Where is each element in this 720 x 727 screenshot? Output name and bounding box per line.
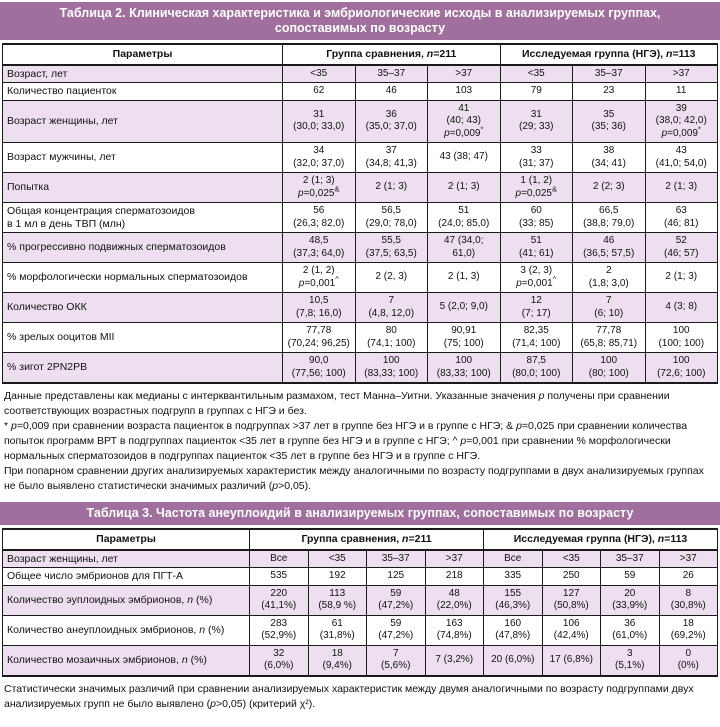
table-row <box>3 173 718 203</box>
data-cell: 2 (1; 3) <box>428 173 501 203</box>
data-cell: 46 <box>355 83 428 101</box>
data-cell: Все <box>250 550 309 568</box>
data-cell: 56,5 (29,0; 78,0) <box>355 203 428 233</box>
data-cell: Все <box>484 550 543 568</box>
data-cell: 48 (22,0%) <box>425 585 484 615</box>
table-row <box>3 615 718 645</box>
data-cell: 63 (46; 81) <box>645 203 718 233</box>
data-cell: 26 <box>659 568 718 586</box>
data-cell: 37 (34,8; 41,3) <box>355 143 428 173</box>
data-cell: 7 (6; 10) <box>573 293 646 323</box>
row-label: Количество ОКК <box>3 293 283 323</box>
table-row <box>3 65 718 83</box>
data-cell: 335 <box>484 568 543 586</box>
table-row <box>3 263 718 293</box>
data-cell: 55,5 (37,5; 63,5) <box>355 233 428 263</box>
data-cell: 100 (83,33; 100) <box>355 353 428 384</box>
data-cell: 163 (74,8%) <box>425 615 484 645</box>
table2-header-params: Параметры <box>3 44 283 65</box>
table2-title-bar: Таблица 2. Клиническая характеристика и эмбриологические исходы в анализируемых группах, сопоставимых по возрасту <box>0 2 720 40</box>
data-cell: 103 <box>428 83 501 101</box>
data-cell: >37 <box>659 550 718 568</box>
table2-header-comparison-group: Группа сравнения, n=211 <box>283 44 501 65</box>
data-cell: 100 (72,6; 100) <box>645 353 718 384</box>
data-cell: 18 (69,2%) <box>659 615 718 645</box>
data-cell: 7 (3,2%) <box>425 645 484 676</box>
table3-footnotes <box>0 677 720 718</box>
table3-note-statistics: Статистически значимых различий при сравнении анализируемых характеристик между двумя аналогичными по возрасту подгруппами двух анализируемых групп не было выявлено (p>0,05) (критерий χ²). <box>4 682 694 710</box>
data-cell: 80 (74,1; 100) <box>355 323 428 353</box>
row-label: Возраст, лет <box>3 65 283 83</box>
table2-header-study-group: Исследуемая группа (НГЭ), n=113 <box>500 44 718 65</box>
data-cell: 56 (26,3; 82,0) <box>283 203 356 233</box>
data-cell: 82,35 (71,4; 100) <box>500 323 573 353</box>
table3-header-comparison-group: Группа сравнения, n=211 <box>250 529 484 550</box>
table-row <box>3 233 718 263</box>
row-label: % зрелых ооцитов MII <box>3 323 283 353</box>
data-cell: 43 (38; 47) <box>428 143 501 173</box>
data-cell: 46 (36,5; 57,5) <box>573 233 646 263</box>
data-cell: 125 <box>367 568 426 586</box>
data-cell: 52 (46; 57) <box>645 233 718 263</box>
data-cell: 35–37 <box>367 550 426 568</box>
data-cell: 90,0 (77,56; 100) <box>283 353 356 384</box>
table2-header-row <box>3 44 718 65</box>
data-cell: 36 (35,0; 37,0) <box>355 100 428 143</box>
table2-footnotes <box>0 384 720 500</box>
data-cell: 218 <box>425 568 484 586</box>
data-cell: 160 (47,8%) <box>484 615 543 645</box>
table2-note-pairwise: При попарном сравнении других анализируемых характеристик между аналогичными по возрасту подгруппами в двух анализируемых группах не было выявлено статистически значимых различий (p>0,05). <box>4 465 704 492</box>
data-cell: <35 <box>500 65 573 83</box>
table3-header-row <box>3 529 718 550</box>
data-cell: 60 (33; 85) <box>500 203 573 233</box>
table-row <box>3 550 718 568</box>
data-cell: >37 <box>425 550 484 568</box>
row-label: Возраст женщины, лет <box>3 100 283 143</box>
data-cell: 77,78 (65,8; 85,71) <box>573 323 646 353</box>
data-cell: 20 (33,9%) <box>601 585 660 615</box>
data-cell: 31 (30,0; 33,0) <box>283 100 356 143</box>
data-cell: 2 (2; 3) <box>573 173 646 203</box>
data-cell: 39 (38,0; 42,0) p=0,009* <box>645 100 718 143</box>
data-cell: 38 (34; 41) <box>573 143 646 173</box>
row-label: Попытка <box>3 173 283 203</box>
data-cell: 47 (34,0; 61,0) <box>428 233 501 263</box>
data-cell: 2 (1, 3) <box>428 263 501 293</box>
data-cell: 17 (6,8%) <box>542 645 601 676</box>
data-cell: 43 (41,0; 54,0) <box>645 143 718 173</box>
data-cell: 0 (0%) <box>659 645 718 676</box>
table-row <box>3 203 718 233</box>
data-cell: 2 (1, 2) p=0,001^ <box>283 263 356 293</box>
data-cell: 20 (6,0%) <box>484 645 543 676</box>
data-cell: 113 (58,9 %) <box>308 585 367 615</box>
data-cell: 12 (7; 17) <box>500 293 573 323</box>
row-label: % морфологически нормальных сперматозоидов <box>3 263 283 293</box>
data-cell: 62 <box>283 83 356 101</box>
data-cell: 5 (2,0; 9,0) <box>428 293 501 323</box>
data-cell: 18 (9,4%) <box>308 645 367 676</box>
data-cell: 2 (1; 3) <box>645 263 718 293</box>
table-row <box>3 293 718 323</box>
data-cell: 2 (1; 3) <box>645 173 718 203</box>
data-cell: 23 <box>573 83 646 101</box>
data-cell: 100 (83,33; 100) <box>428 353 501 384</box>
table-row <box>3 585 718 615</box>
data-cell: 4 (3; 8) <box>645 293 718 323</box>
data-cell: 90,91 (75; 100) <box>428 323 501 353</box>
data-cell: 59 <box>601 568 660 586</box>
data-cell: 220 (41,1%) <box>250 585 309 615</box>
data-cell: 2 (2, 3) <box>355 263 428 293</box>
data-cell: 79 <box>500 83 573 101</box>
data-cell: 155 (46,3%) <box>484 585 543 615</box>
data-cell: >37 <box>428 65 501 83</box>
data-cell: 192 <box>308 568 367 586</box>
row-label: Количество пациенток <box>3 83 283 101</box>
row-label: Возраст мужчины, лет <box>3 143 283 173</box>
data-cell: >37 <box>645 65 718 83</box>
data-cell: 59 (47,2%) <box>367 585 426 615</box>
data-cell: 535 <box>250 568 309 586</box>
data-cell: 8 (30,8%) <box>659 585 718 615</box>
article-tables-page <box>0 2 720 727</box>
data-cell: 127 (50,8%) <box>542 585 601 615</box>
row-label: Количество анеуплоидных эмбрионов, n (%) <box>3 615 250 645</box>
data-cell: 283 (52,9%) <box>250 615 309 645</box>
data-cell: 106 (42,4%) <box>542 615 601 645</box>
data-cell: 87,5 (80,0; 100) <box>500 353 573 384</box>
data-cell: 51 (24,0; 85,0) <box>428 203 501 233</box>
data-cell: 11 <box>645 83 718 101</box>
table-2 <box>2 43 718 384</box>
data-cell: 36 (61,0%) <box>601 615 660 645</box>
data-cell: 2 (1; 3) <box>355 173 428 203</box>
data-cell: 31 (29; 33) <box>500 100 573 143</box>
row-label: Общая концентрация сперматозоидов в 1 мл в день ТВП (млн) <box>3 203 283 233</box>
data-cell: 35–37 <box>573 65 646 83</box>
data-cell: 32 (6,0%) <box>250 645 309 676</box>
data-cell: 77,78 (70,24; 96,25) <box>283 323 356 353</box>
data-cell: 61 (31,8%) <box>308 615 367 645</box>
table2-note-methods: Данные представлены как медианы с интерквантильным размахом, тест Манна–Уитни. Указанные значения p получены при сравнении соответствующих возрастных подгрупп в группах с НГЭ и без. <box>4 390 670 417</box>
data-cell: 100 (100; 100) <box>645 323 718 353</box>
data-cell: 51 (41; 61) <box>500 233 573 263</box>
data-cell: <35 <box>542 550 601 568</box>
table-row <box>3 645 718 676</box>
data-cell: 100 (80; 100) <box>573 353 646 384</box>
data-cell: 66,5 (38,8; 79,0) <box>573 203 646 233</box>
data-cell: 2 (1; 3) p=0,025& <box>283 173 356 203</box>
data-cell: <35 <box>283 65 356 83</box>
data-cell: 35–37 <box>601 550 660 568</box>
row-label: Возраст женщины, лет <box>3 550 250 568</box>
data-cell: <35 <box>308 550 367 568</box>
data-cell: 3 (2, 3) p=0,001^ <box>500 263 573 293</box>
table-row <box>3 353 718 384</box>
table-row <box>3 143 718 173</box>
row-label: Количество эуплоидных эмбрионов, n (%) <box>3 585 250 615</box>
data-cell: 7 (5,6%) <box>367 645 426 676</box>
table2-note-pvalues: * p=0,009 при сравнении возраста пациенток в подгруппах >37 лет в группе без НГЭ и в группе с НГЭ; & p=0,025 при сравнении количества попыток программ ВРТ в подгруппах пациенток <35 лет в группе без НГЭ и в группе с НГЭ; ^ p=0,001 при сравнении % морфологически нормальных сперматозоидов в подгруппах пациенток <35 лет в группе без НГЭ и в группе с НГЭ. <box>4 420 688 462</box>
data-cell: 41 (40; 43) p=0,009* <box>428 100 501 143</box>
data-cell: 34 (32,0; 37,0) <box>283 143 356 173</box>
data-cell: 35 (35; 36) <box>573 100 646 143</box>
table-row <box>3 100 718 143</box>
data-cell: 10,5 (7,8; 16,0) <box>283 293 356 323</box>
table3-title-bar: Таблица 3. Частота анеуплоидий в анализируемых группах, сопоставимых по возрасту <box>0 502 720 525</box>
table3-header-params: Параметры <box>3 529 250 550</box>
data-cell: 33 (31; 37) <box>500 143 573 173</box>
row-label: Общее число эмбрионов для ПГТ-А <box>3 568 250 586</box>
table3-header-study-group: Исследуемая группа (НГЭ), n=113 <box>484 529 718 550</box>
data-cell: 59 (47,2%) <box>367 615 426 645</box>
data-cell: 3 (5,1%) <box>601 645 660 676</box>
row-label: % прогрессивно подвижных сперматозоидов <box>3 233 283 263</box>
table-3 <box>2 528 718 677</box>
data-cell: 7 (4,8, 12,0) <box>355 293 428 323</box>
data-cell: 2 (1,8; 3,0) <box>573 263 646 293</box>
row-label: % зигот 2PN2PB <box>3 353 283 384</box>
data-cell: 35–37 <box>355 65 428 83</box>
data-cell: 1 (1, 2) p=0,025& <box>500 173 573 203</box>
data-cell: 48,5 (37,3; 64,0) <box>283 233 356 263</box>
table-row <box>3 83 718 101</box>
table-row <box>3 323 718 353</box>
data-cell: 250 <box>542 568 601 586</box>
row-label: Количество мозаичных эмбрионов, n (%) <box>3 645 250 676</box>
table-row <box>3 568 718 586</box>
